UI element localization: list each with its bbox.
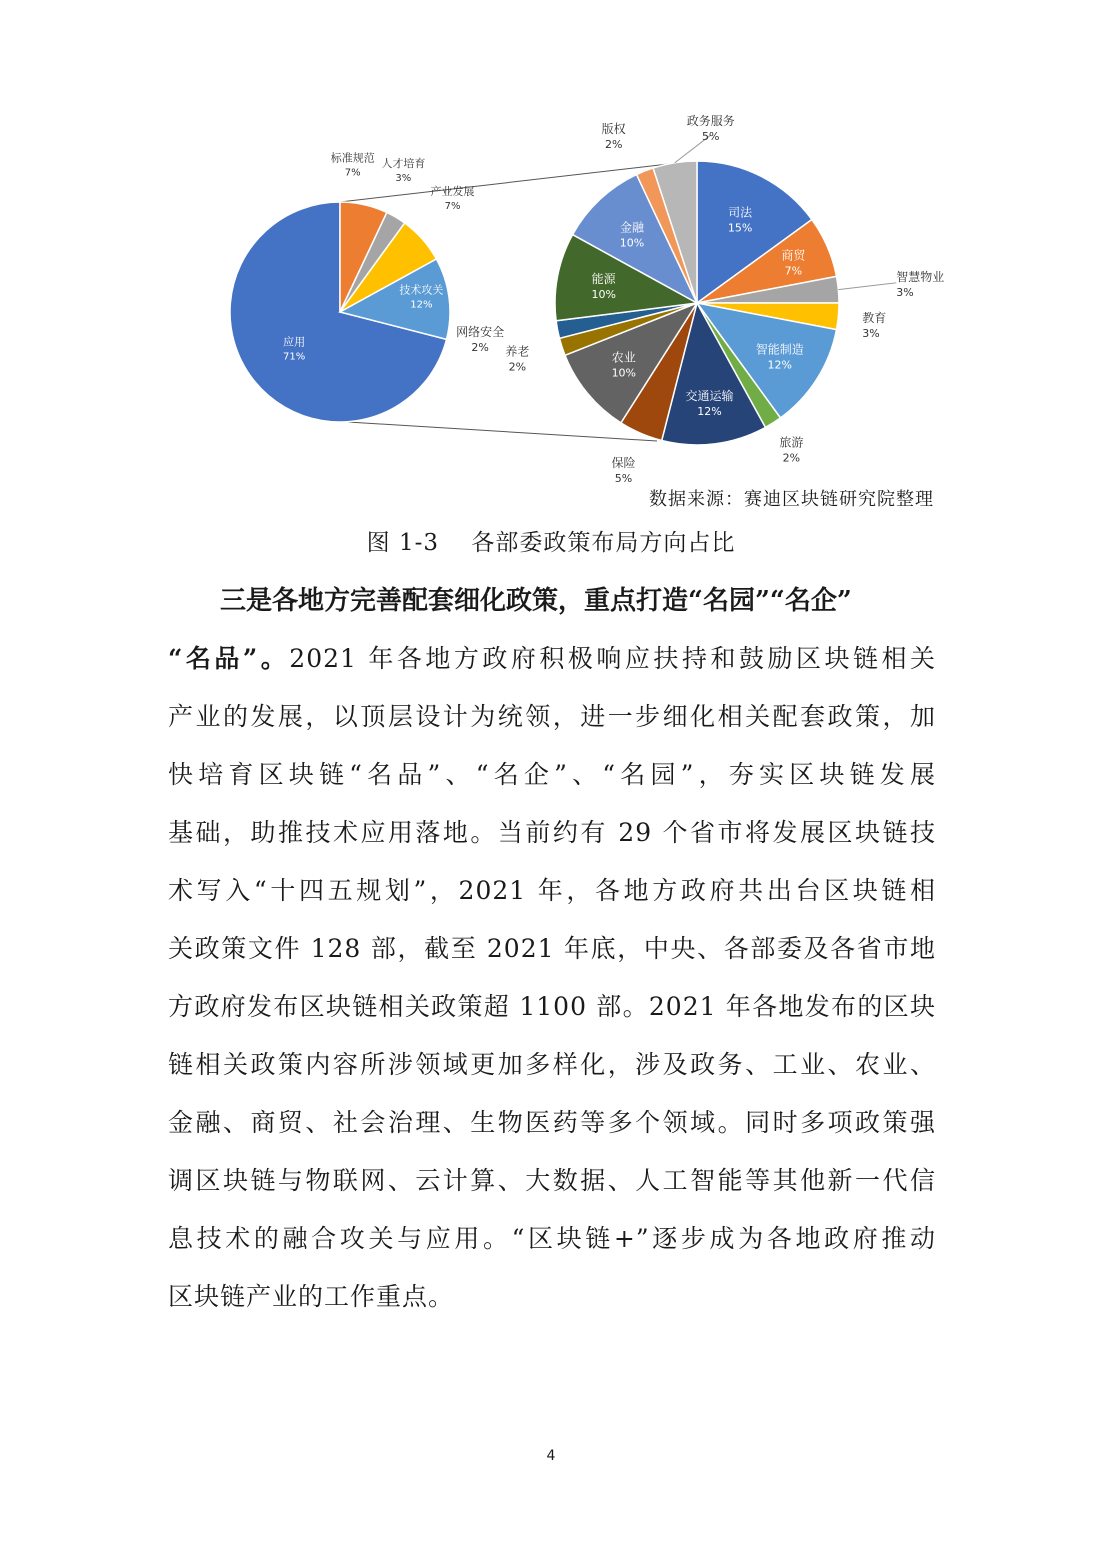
slice-label: 政务服务 bbox=[686, 114, 735, 129]
slice-label: 版权 bbox=[601, 122, 626, 137]
slice-label: 智能制造 bbox=[755, 342, 804, 357]
figure-number: 图 1-3 bbox=[366, 530, 440, 556]
line-text: 基础，助推技术应用落地。当前约有 29 个省市将发展区块链技 bbox=[168, 818, 936, 847]
paragraph-line bbox=[168, 978, 936, 1036]
slice-value-label: 2% bbox=[604, 138, 623, 152]
line-text: 关政策文件 128 部，截至 2021 年底，中央、各部委及各省市地 bbox=[168, 934, 936, 963]
slice-label: 能源 bbox=[591, 272, 616, 287]
paragraph-line bbox=[168, 862, 936, 920]
paragraph-line bbox=[168, 688, 936, 746]
paragraph-line bbox=[168, 1210, 936, 1268]
slice-value-label: 2% bbox=[782, 451, 801, 465]
slice-value-label: 12% bbox=[697, 405, 722, 419]
line-text: 调区块链与物联网、云计算、大数据、人工智能等其他新一代信 bbox=[168, 1166, 936, 1195]
slice-value-label: 3% bbox=[862, 327, 880, 341]
line-text: 方政府发布区块链相关政策超 1100 部。2021 年各地发布的区块 bbox=[168, 992, 936, 1021]
line-text: 链相关政策内容所涉领域更加多样化，涉及政务、工业、农业、 bbox=[168, 1050, 936, 1079]
lead-sentence: 三是各地方完善配套细化政策，重点打造“名园”“名企” bbox=[220, 586, 852, 616]
slice-value-label: 7% bbox=[444, 200, 461, 212]
line-text: 产业的发展，以顶层设计为统领，进一步细化相关配套政策，加 bbox=[168, 702, 936, 731]
slice-label: 教育 bbox=[862, 311, 887, 326]
paragraph-line bbox=[168, 920, 936, 978]
slice-value-label: 7% bbox=[784, 264, 803, 278]
slice-value-label: 3% bbox=[395, 173, 412, 185]
slice-label: 应用 bbox=[283, 335, 306, 349]
line-text: 息技术的融合攻关与应用。“区块链+”逐步成为各地政府推动 bbox=[168, 1224, 936, 1253]
pie-left bbox=[230, 151, 475, 422]
slice-label: 商贸 bbox=[781, 248, 806, 263]
figure-title: 各部委政策布局方向占比 bbox=[471, 530, 736, 556]
figure-caption bbox=[0, 524, 1102, 557]
slice-label: 司法 bbox=[728, 205, 753, 220]
paragraph bbox=[168, 630, 936, 1326]
slice-value-label: 7% bbox=[344, 167, 361, 179]
slice-label: 智慧物业 bbox=[896, 269, 945, 284]
slice-value-label: 10% bbox=[591, 288, 616, 302]
slice-label: 农业 bbox=[611, 350, 636, 365]
bar-of-pie-figure bbox=[165, 114, 945, 515]
paragraph-line bbox=[168, 630, 936, 688]
slice-label: 人才培育 bbox=[381, 157, 426, 171]
slice-value-label: 3% bbox=[896, 285, 914, 299]
body-text bbox=[168, 572, 936, 1326]
paragraph-line bbox=[168, 746, 936, 804]
slice-value-label: 5% bbox=[614, 472, 633, 486]
slice-value-label: 2% bbox=[471, 340, 489, 354]
paragraph-line bbox=[168, 804, 936, 862]
connector-line-bottom bbox=[348, 422, 657, 441]
slice-value-label: 10% bbox=[619, 236, 645, 250]
slice-label: 技术攻关 bbox=[399, 283, 444, 297]
pie-chart-svg bbox=[165, 114, 945, 515]
slice-label: 金融 bbox=[619, 220, 644, 235]
slice-label: 养老 bbox=[505, 344, 530, 359]
bold-phrase: “名品”。 bbox=[168, 644, 290, 673]
slice-label: 保险 bbox=[611, 456, 636, 471]
slice-label: 标准规范 bbox=[330, 151, 375, 165]
line-text: 快培育区块链“名品”、“名企”、“名园”，夯实区块链发展 bbox=[168, 760, 936, 789]
slice-value-label: 5% bbox=[701, 130, 720, 144]
slice-value-label: 12% bbox=[410, 299, 433, 311]
line-text: 区块链产业的工作重点。 bbox=[168, 1282, 455, 1311]
paragraph-line bbox=[168, 1036, 936, 1094]
line-text: 金融、商贸、社会治理、生物医药等多个领域。同时多项政策强 bbox=[168, 1108, 936, 1137]
line-text: 2021 年各地方政府积极响应扶持和鼓励区块链相关 bbox=[289, 644, 936, 673]
pie-right bbox=[456, 113, 944, 485]
slice-label: 产业发展 bbox=[430, 184, 475, 198]
paragraph-line bbox=[168, 1094, 936, 1152]
page-number: 4 bbox=[546, 1448, 556, 1464]
leader-line bbox=[838, 283, 896, 290]
slice-value-label: 71% bbox=[283, 351, 306, 363]
slice-value-label: 15% bbox=[727, 221, 753, 235]
slice-label: 网络安全 bbox=[456, 324, 505, 339]
slice-value-label: 2% bbox=[508, 360, 527, 374]
slice-label: 交通运输 bbox=[685, 389, 734, 404]
slice-label: 旅游 bbox=[779, 435, 804, 450]
paragraph-line bbox=[168, 1152, 936, 1210]
slice-value-label: 10% bbox=[611, 366, 637, 380]
data-source-note: 数据来源：赛迪区块链研究院整理 bbox=[649, 489, 934, 510]
slice-value-label: 12% bbox=[767, 358, 792, 372]
paragraph-line bbox=[168, 1268, 936, 1326]
line-text: 术写入“十四五规划”，2021 年，各地方政府共出台区块链相 bbox=[168, 876, 936, 905]
